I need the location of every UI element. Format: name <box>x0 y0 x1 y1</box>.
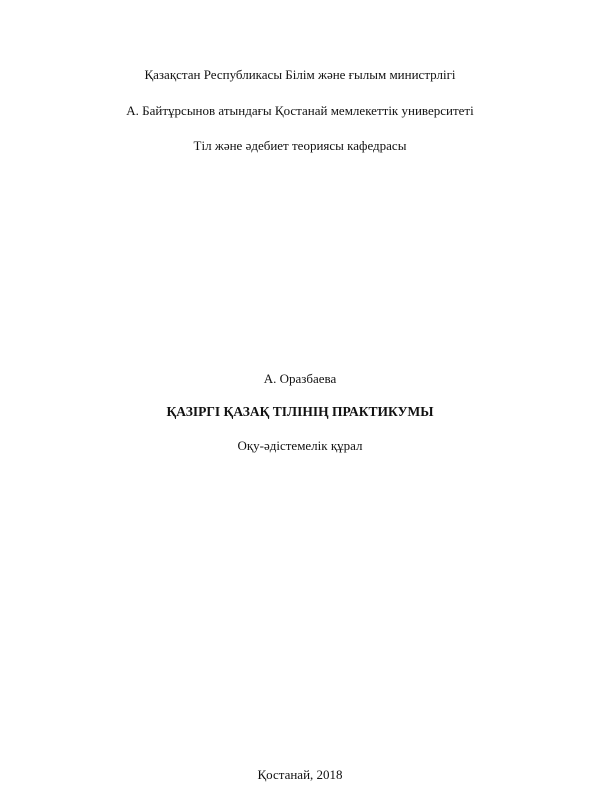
department-line: Тіл және әдебиет теориясы кафедрасы <box>193 138 407 153</box>
document-title: ҚАЗІРГІ ҚАЗАҚ ТІЛІНІҢ ПРАКТИКУМЫ <box>166 404 434 419</box>
document-subtitle: Оқу-әдістемелік құрал <box>237 438 363 453</box>
ministry-line: Қазақстан Республикасы Білім және ғылым министрлігі <box>144 67 456 82</box>
author-name: А. Оразбаева <box>263 371 337 386</box>
place-year: Қостанай, 2018 <box>257 767 343 782</box>
university-line: А. Байтұрсынов атындағы Қостанай мемлекеттік университеті <box>126 103 474 118</box>
